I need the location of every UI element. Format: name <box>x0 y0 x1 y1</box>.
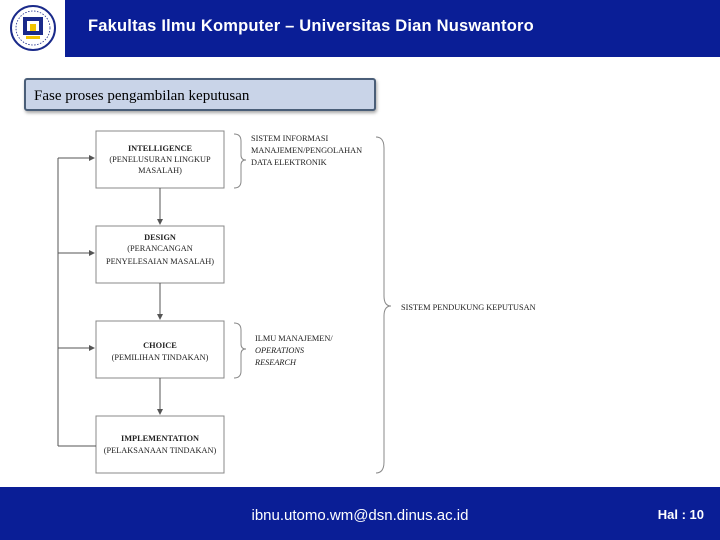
phase-sub-intelligence-2: MASALAH) <box>138 166 182 175</box>
phase-box-implementation <box>96 416 224 473</box>
phase-title-implementation: IMPLEMENTATION <box>120 434 200 443</box>
phase-sub-design-1: (PERANCANGAN <box>127 244 193 253</box>
footer-bar <box>0 487 720 540</box>
subtitle-text: Fase proses pengambilan keputusan <box>34 88 250 104</box>
phase-sub-implementation-1: (PELAKSANAAN TINDAKAN) <box>103 446 217 455</box>
top-label-line-2: MANAJEMEN/PENGOLAHAN <box>251 146 363 155</box>
phase-sub-design-2: PENYELESAIAN MASALAH) <box>105 257 215 266</box>
phase-title-design: DESIGN <box>144 233 176 242</box>
phase-sub-intelligence-1: (PENELUSURAN LINGKUP <box>109 155 211 164</box>
phase-sub-choice-1: (PEMILIHAN TINDAKAN) <box>111 353 209 362</box>
mid-label-line-3: RESEARCH <box>255 358 297 367</box>
bracket-intelligence <box>234 134 246 188</box>
big-label: SISTEM PENDUKUNG KEPUTUSAN <box>401 303 536 312</box>
footer-email: ibnu.utomo.wm@dsn.dinus.ac.id <box>251 507 469 524</box>
header-title: Fakultas Ilmu Komputer – Universitas Dian Nuswantoro <box>88 17 534 35</box>
page-number: Hal : 10 <box>657 507 704 522</box>
mid-label-line-1: ILMU MANAJEMEN/ <box>255 334 333 343</box>
top-label-line-3: DATA ELEKTRONIK <box>251 158 327 167</box>
bracket-choice <box>234 323 246 378</box>
phase-title-intelligence: INTELLIGENCE <box>127 144 193 153</box>
bracket-large <box>376 137 391 473</box>
mid-label-line-2: OPERATIONS <box>255 346 305 355</box>
top-label-line-1: SISTEM INFORMASI <box>251 134 329 143</box>
phase-title-choice: CHOICE <box>143 341 177 350</box>
